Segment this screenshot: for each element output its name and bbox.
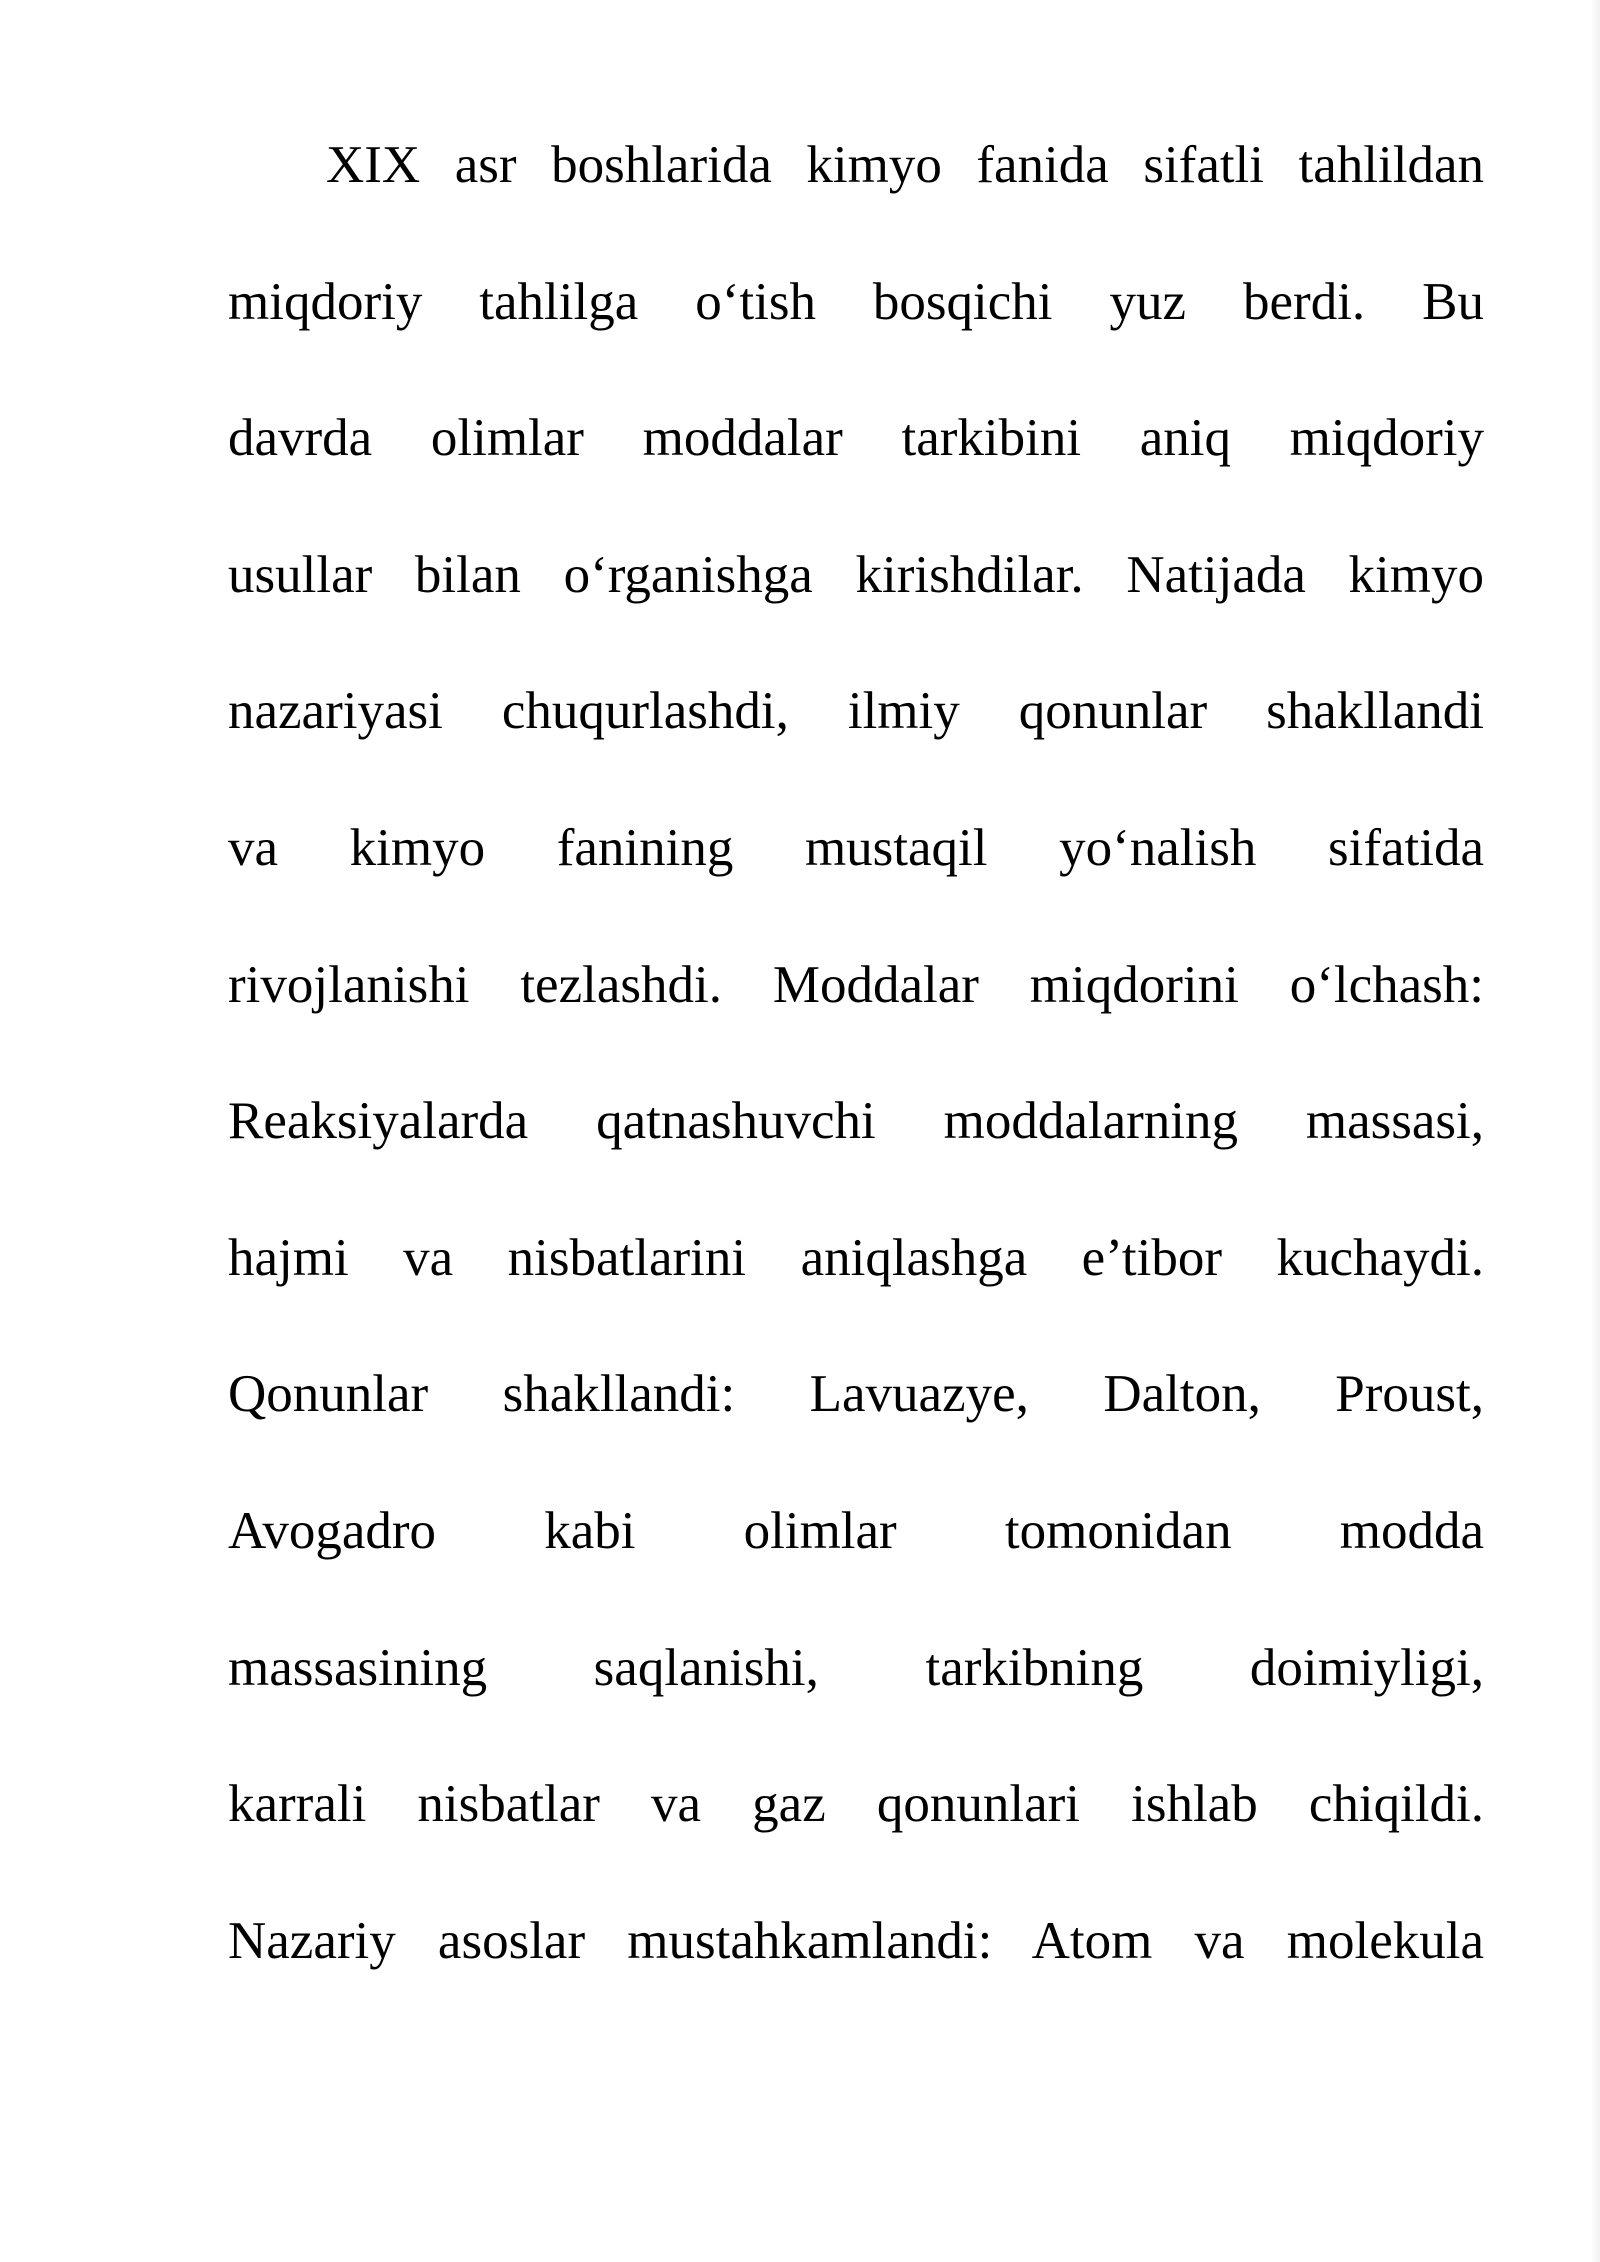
paragraph-line-4: usullar bilan o‘rganishga kirishdilar. Natijada kimyo — [228, 545, 1484, 604]
paragraph-line-10: Qonunlar shakllandi: Lavuazye, Dalton, Proust, — [228, 1365, 1484, 1424]
paragraph-line-7: rivojlanishi tezlashdi. Moddalar miqdorini o‘lchash: — [228, 955, 1484, 1014]
paragraph-line-2: miqdoriy tahlilga o‘tish bosqichi yuz berdi. Bu — [228, 272, 1484, 331]
paragraph-line-13: karrali nisbatlar va gaz qonunlari ishlab chiqildi. — [228, 1775, 1484, 1834]
page-edge-shadow — [1590, 0, 1600, 2262]
paragraph-line-1: XIX asr boshlarida kimyo fanida sifatli tahlildan — [326, 136, 1484, 194]
paragraph-line-5: nazariyasi chuqurlashdi, ilmiy qonunlar shakllandi — [228, 682, 1484, 741]
paragraph-line-6: va kimyo fanining mustaqil yo‘nalish sifatida — [228, 818, 1484, 877]
paragraph-line-8: Reaksiyalarda qatnashuvchi moddalarning massasi, — [228, 1092, 1484, 1151]
paragraph-line-9: hajmi va nisbatlarini aniqlashga e’tibor kuchaydi. — [228, 1228, 1484, 1287]
paragraph-line-3: davrda olimlar moddalar tarkibini aniq miqdoriy — [228, 409, 1484, 468]
paragraph-line-14: Nazariy asoslar mustahkamlandi: Atom va molekula — [228, 1911, 1484, 1970]
paragraph-line-12: massasining saqlanishi, tarkibning doimiyligi, — [228, 1638, 1484, 1697]
paragraph-line-11: Avogadro kabi olimlar tomonidan modda — [228, 1501, 1484, 1560]
body-paragraph — [228, 136, 1484, 2052]
